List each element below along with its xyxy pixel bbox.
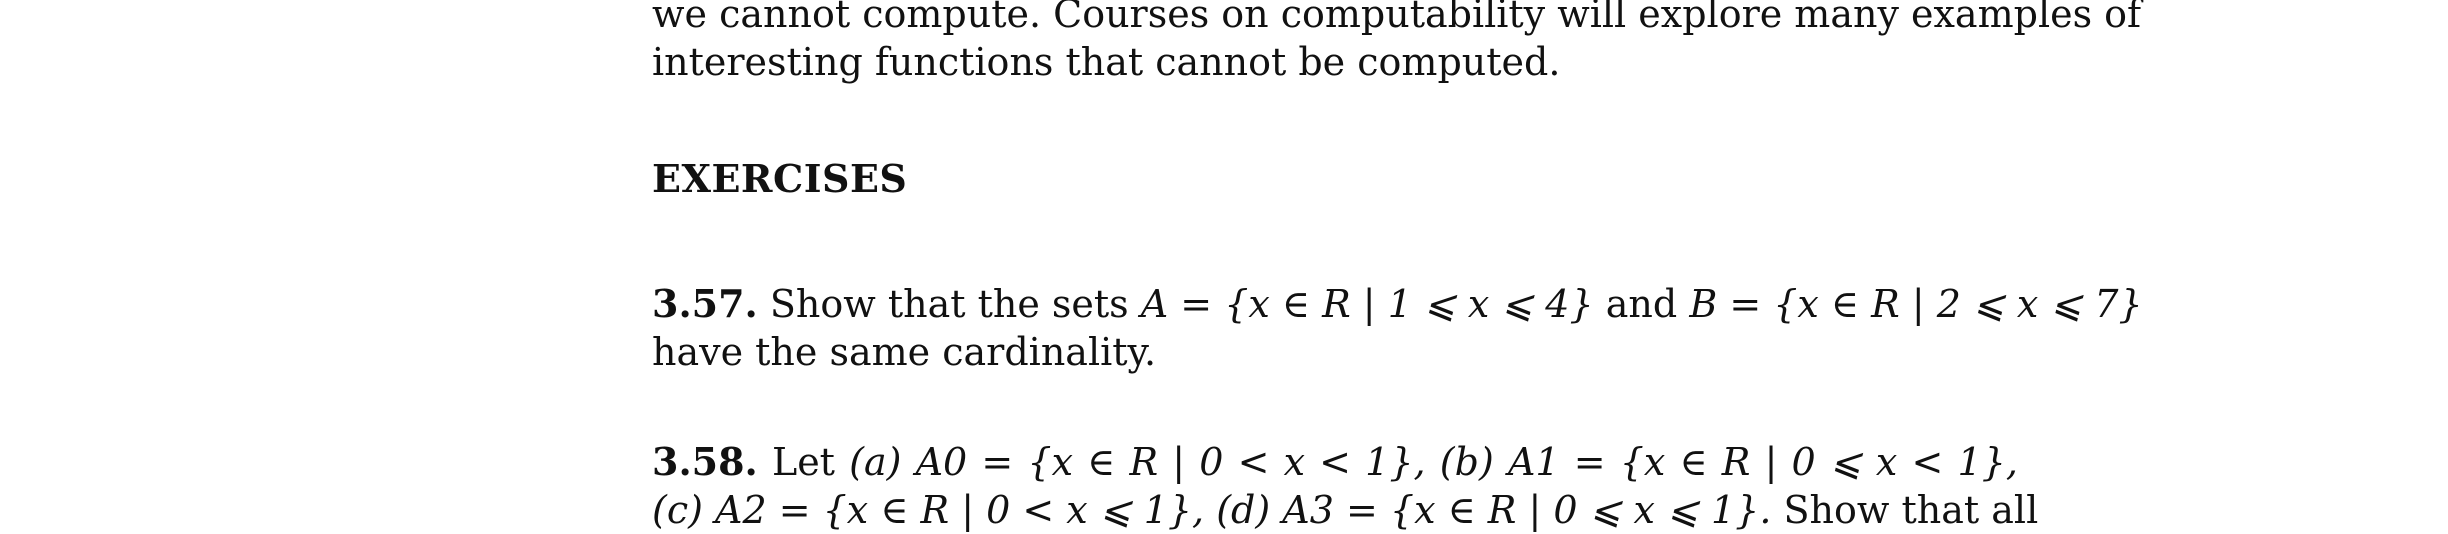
exercise-3-57-line-1	[652, 280, 2143, 328]
exercise-text: Show that the sets	[769, 282, 1129, 326]
conjunction-text: and	[1605, 282, 1678, 326]
exercise-3-58-line-1	[652, 438, 2018, 486]
set-a2-definition: (c) A2 = {x ∈ R | 0 < x ⩽ 1},	[652, 488, 1205, 532]
exercise-intro: Let	[771, 440, 835, 484]
exercise-3-57-line-2: have the same cardinality.	[652, 330, 1157, 374]
set-a0-definition: (a) A0 = {x ∈ R | 0 < x < 1},	[849, 440, 1426, 484]
set-b-definition: B = {x ∈ R | 2 ⩽ x ⩽ 7}	[1689, 282, 2143, 326]
section-heading: EXERCISES	[652, 156, 908, 201]
exercise-number: 3.57.	[652, 281, 758, 326]
paper-page	[652, 0, 2143, 532]
exercise-tail: Show that all	[1783, 488, 2039, 532]
set-a1-definition: (b) A1 = {x ∈ R | 0 ⩽ x < 1},	[1439, 440, 2018, 484]
prose-line-1: we cannot compute. Courses on computability will explore many examples of	[652, 0, 2142, 36]
set-a-definition: A = {x ∈ R | 1 ⩽ x ⩽ 4}	[1140, 282, 1594, 326]
prose-line-2: interesting functions that cannot be computed.	[652, 40, 1561, 84]
exercise-3-58-line-2	[652, 486, 2039, 534]
set-a3-definition: (d) A3 = {x ∈ R | 0 ⩽ x ⩽ 1}.	[1216, 488, 1772, 532]
exercise-number: 3.58.	[652, 439, 758, 484]
